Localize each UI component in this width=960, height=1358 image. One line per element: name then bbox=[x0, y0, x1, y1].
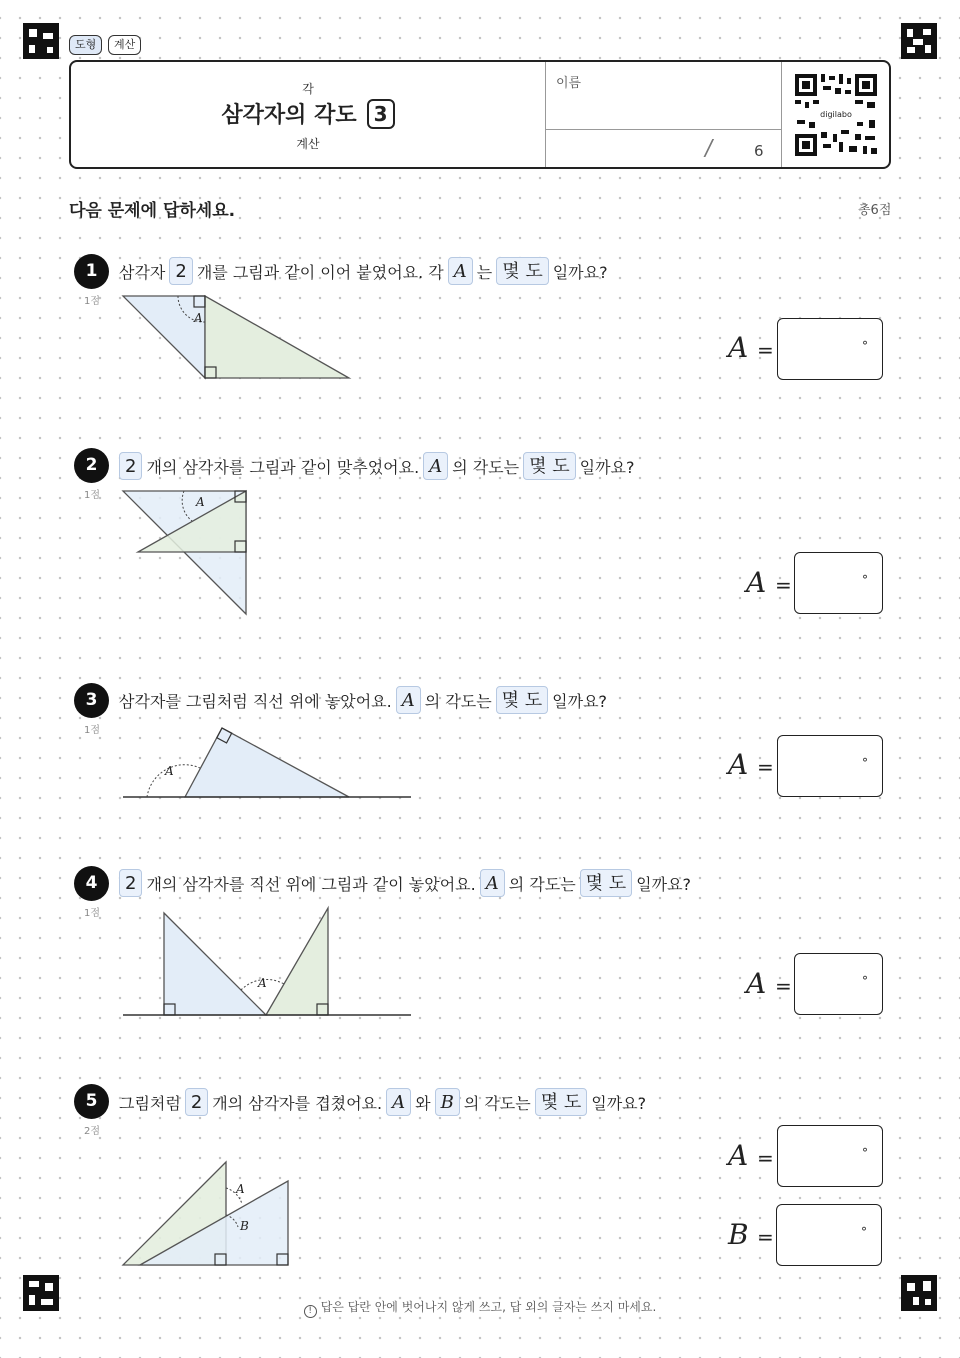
variable-chip: B bbox=[435, 1088, 460, 1116]
question-text-part: 일까요? bbox=[579, 457, 635, 477]
divider bbox=[545, 129, 781, 130]
score-slash: / bbox=[702, 136, 715, 161]
question-text-part: 일까요? bbox=[552, 262, 608, 282]
worksheet-number: 3 bbox=[367, 99, 395, 129]
figure-q5 bbox=[118, 1155, 298, 1270]
triangle-blue bbox=[164, 913, 266, 1015]
question-text-part: 의 각도는 bbox=[508, 874, 576, 894]
answer-box-b[interactable] bbox=[776, 1204, 882, 1266]
answer-box[interactable] bbox=[777, 318, 883, 380]
triangle-blue bbox=[185, 728, 349, 797]
question-text-part: 삼각자를 그림처럼 직선 위에 놓았어요. bbox=[119, 691, 392, 711]
question-text-part: 그림처럼 bbox=[119, 1093, 181, 1113]
question-text-part: 는 bbox=[476, 262, 493, 282]
question-points: 1점 bbox=[84, 725, 101, 736]
question-text-part: 일까요? bbox=[591, 1093, 647, 1113]
answer-label: A bbox=[728, 331, 749, 364]
question-points: 1점 bbox=[84, 296, 101, 307]
equals-sign: = bbox=[757, 338, 774, 362]
variable-chip: A bbox=[423, 452, 448, 480]
number-chip: 2 bbox=[169, 257, 192, 285]
question-text-part: 와 bbox=[415, 1093, 431, 1113]
answer-label: A bbox=[728, 748, 749, 781]
keyword-chip: 몇 도 bbox=[580, 869, 633, 897]
equals-sign: = bbox=[757, 755, 774, 779]
question-text-part: 의 각도는 bbox=[463, 1093, 531, 1113]
category-bottom: 계산 bbox=[296, 137, 320, 151]
page-title: 삼각자의 각도 bbox=[221, 103, 357, 128]
title-row bbox=[71, 98, 545, 129]
name-label: 이름 bbox=[556, 76, 582, 91]
question-text bbox=[119, 686, 607, 714]
category-top: 각 bbox=[302, 82, 314, 96]
answer-box[interactable] bbox=[777, 735, 883, 797]
triangle-green bbox=[266, 908, 328, 1015]
question-text-part: 의 각도는 bbox=[424, 691, 492, 711]
question-text bbox=[119, 257, 608, 285]
tag-shape: 도형 bbox=[69, 35, 102, 55]
question-number: 4 bbox=[74, 866, 109, 901]
degree-symbol: ° bbox=[862, 339, 868, 353]
angle-label-a: A bbox=[165, 764, 174, 778]
figure-q3 bbox=[118, 720, 418, 805]
number-chip: 2 bbox=[119, 452, 142, 480]
question-points: 1점 bbox=[84, 490, 101, 501]
keyword-chip: 몇 도 bbox=[523, 452, 576, 480]
answer-label: A bbox=[746, 967, 767, 1000]
figure-q1 bbox=[118, 290, 358, 385]
question-number: 1 bbox=[74, 254, 109, 289]
total-points: 총6점 bbox=[858, 203, 892, 218]
question-text-part: 개의 삼각자를 겹쳤어요. bbox=[212, 1093, 383, 1113]
question-points: 1점 bbox=[84, 908, 101, 919]
tag-calculation: 계산 bbox=[108, 35, 141, 55]
triangle-green bbox=[205, 296, 349, 378]
equals-sign: = bbox=[775, 573, 792, 597]
worksheet-header bbox=[69, 60, 891, 169]
question-text-part: 삼각자 bbox=[119, 262, 166, 282]
question-number: 5 bbox=[74, 1084, 109, 1119]
qr-code bbox=[793, 72, 879, 158]
number-chip: 2 bbox=[119, 869, 142, 897]
equals-sign: = bbox=[757, 1146, 774, 1170]
divider bbox=[545, 62, 546, 167]
question-text-part: 개를 그림과 같이 이어 붙였어요. 각 bbox=[196, 262, 444, 282]
info-icon: ! bbox=[304, 1305, 317, 1318]
question-text-part: 개의 삼각자를 직선 위에 그림과 같이 놓았어요. bbox=[146, 874, 476, 894]
answer-box-a[interactable] bbox=[777, 1125, 883, 1187]
answer-box[interactable] bbox=[794, 953, 883, 1015]
equals-sign: = bbox=[775, 974, 792, 998]
instruction: 다음 문제에 답하세요. bbox=[69, 201, 236, 221]
angle-label-a: A bbox=[194, 311, 203, 325]
angle-label-a: A bbox=[196, 495, 205, 509]
answer-label-a: A bbox=[728, 1139, 749, 1172]
divider bbox=[781, 62, 782, 167]
footer-note bbox=[0, 1298, 960, 1318]
question-text bbox=[119, 452, 634, 480]
question-number: 2 bbox=[74, 448, 109, 483]
degree-symbol: ° bbox=[862, 573, 868, 587]
answer-label-b: B bbox=[728, 1218, 749, 1251]
question-points: 2점 bbox=[84, 1126, 101, 1137]
angle-label-a: A bbox=[236, 1182, 245, 1196]
name-field[interactable] bbox=[547, 92, 779, 128]
question-text-part: 개의 삼각자를 그림과 같이 맞추었어요. bbox=[146, 457, 420, 477]
keyword-chip: 몇 도 bbox=[496, 257, 549, 285]
answer-box[interactable] bbox=[794, 552, 883, 614]
question-text-part: 일까요? bbox=[552, 691, 608, 711]
footer-text: 답은 답란 안에 벗어나지 않게 쓰고, 답 외의 글자는 쓰지 마세요. bbox=[320, 1300, 657, 1314]
angle-label-a: A bbox=[258, 976, 267, 990]
qr-label: digilabo bbox=[820, 110, 852, 119]
degree-symbol: ° bbox=[862, 1146, 868, 1160]
question-text bbox=[119, 869, 691, 897]
equals-sign: = bbox=[757, 1225, 774, 1249]
number-chip: 2 bbox=[185, 1088, 208, 1116]
question-text-part: 일까요? bbox=[636, 874, 692, 894]
corner-marker-top-right bbox=[901, 23, 937, 59]
degree-symbol: ° bbox=[862, 974, 868, 988]
angle-label-b: B bbox=[240, 1219, 249, 1233]
variable-chip: A bbox=[396, 686, 421, 714]
degree-symbol: ° bbox=[861, 1225, 867, 1239]
triangle-blue bbox=[123, 296, 205, 378]
question-number: 3 bbox=[74, 683, 109, 718]
variable-chip: A bbox=[448, 257, 473, 285]
degree-symbol: ° bbox=[862, 756, 868, 770]
variable-chip: A bbox=[480, 869, 505, 897]
figure-q4 bbox=[118, 905, 418, 1020]
keyword-chip: 몇 도 bbox=[535, 1088, 588, 1116]
variable-chip: A bbox=[386, 1088, 411, 1116]
question-text-part: 의 각도는 bbox=[452, 457, 520, 477]
answer-label: A bbox=[746, 566, 767, 599]
score-total: 6 bbox=[754, 142, 764, 160]
corner-marker-top-left bbox=[23, 23, 59, 59]
keyword-chip: 몇 도 bbox=[496, 686, 549, 714]
figure-q2 bbox=[118, 485, 258, 620]
question-text bbox=[119, 1088, 646, 1116]
